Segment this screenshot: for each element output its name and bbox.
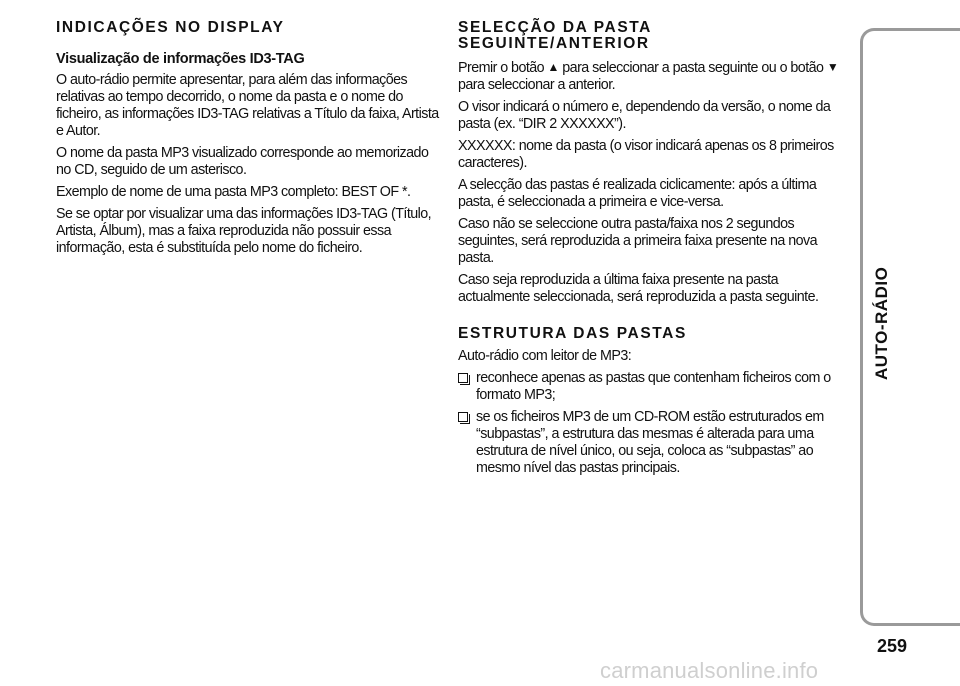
paragraph: O visor indicará o número e, dependendo da versão, o nome da pasta (ex. “DIR 2 XXXXXX”). (458, 99, 831, 132)
paragraph: O auto-rádio permite apresentar, para além das informações relativas ao tempo decorrido, o nome da pasta e o nome do ficheiro, as informações ID3-TAG relativas a Título da faixa, Artista e Autor. (56, 72, 439, 139)
subheading-id3-tag: Visualização de informações ID3-TAG (56, 51, 305, 67)
paragraph: O nome da pasta MP3 visualizado corresponde ao memorizado no CD, seguido de um asterisco. (56, 145, 429, 178)
paragraph-intro: Auto-rádio com leitor de MP3: (458, 348, 632, 364)
bullet-list (458, 370, 843, 477)
section-heading-folder-structure: ESTRUTURA DAS PASTAS (458, 325, 687, 342)
list-item: se os ficheiros MP3 de um CD-ROM estão estruturados em “subpastas”, a estrutura das mesmas é alterada para uma estrutura de nível único, ou seja, coloca as “subpastas” ao mesmo nível das pastas principais. (458, 409, 843, 477)
list-item: reconhece apenas as pastas que contenham ficheiros com o formato MP3; (458, 370, 843, 404)
down-arrow-icon: ▼ (826, 60, 839, 74)
section-heading-display: INDICAÇÕES NO DISPLAY (56, 19, 285, 36)
checkbox-bullet-icon (458, 412, 468, 422)
left-column (56, 20, 441, 262)
chapter-label: AUTO-RÁDIO (872, 266, 891, 380)
paragraph: Se se optar por visualizar uma das informações ID3-TAG (Título, Artista, Álbum), mas a faixa reproduzida não possuir essa informação, esta é substituída pelo nome do ficheiro. (56, 206, 432, 256)
paragraph: XXXXXX: nome da pasta (o visor indicará apenas os 8 primeiros caracteres). (458, 138, 834, 171)
up-arrow-icon: ▲ (547, 60, 559, 74)
paragraph: Caso não se seleccione outra pasta/faixa nos 2 segundos seguintes, será reproduzida a primeira faixa presente na nova pasta. (458, 216, 818, 266)
checkbox-bullet-icon (458, 373, 468, 383)
page-number: 259 (877, 636, 908, 656)
paragraph: Caso seja reproduzida a última faixa presente na pasta actualmente seleccionada, será reproduzida a pasta seguinte. (458, 272, 819, 305)
paragraph: Exemplo de nome de uma pasta MP3 completo: BEST OF *. (56, 184, 411, 200)
watermark: carmanualsonline.info (600, 658, 819, 683)
paragraph: A selecção das pastas é realizada ciclicamente: após a última pasta, é seleccionada a primeira e vice-versa. (458, 177, 817, 210)
section-heading-folder-selection: SELECÇÃO DA PASTA SEGUINTE/ANTERIOR (458, 19, 652, 52)
right-column (458, 20, 843, 482)
paragraph-button-instructions: Premir o botão ▲ para seleccionar a pasta seguinte ou o botão ▼ para seleccionar a anterior. (458, 60, 839, 93)
